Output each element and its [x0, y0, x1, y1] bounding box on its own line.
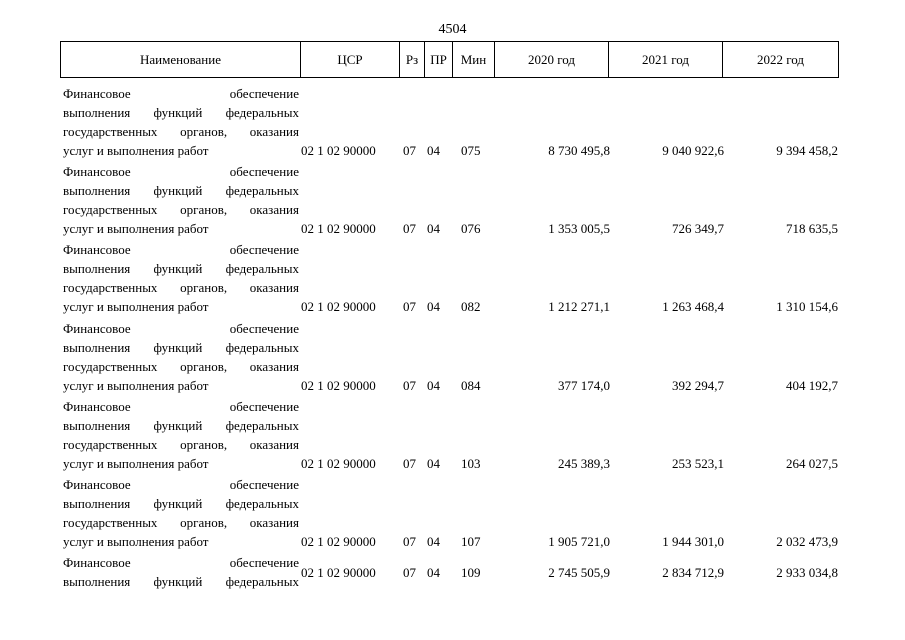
row-value-2022: 9 394 458,2 [776, 143, 838, 158]
row-name-line: услуг и выполнения работ [63, 378, 209, 393]
header-min: Мин [453, 42, 495, 78]
row-csr: 02 1 02 90000 [301, 565, 376, 580]
header-rz: Рз [400, 42, 425, 78]
row-name-line: Финансовое обеспечение [63, 477, 299, 492]
row-min: 076 [461, 221, 481, 236]
row-name-line: государственных органов, оказания [63, 515, 299, 530]
row-value-2020: 1 353 005,5 [548, 221, 610, 236]
row-name-line: выполнения функций федеральных [63, 418, 299, 433]
row-value-2022: 2 933 034,8 [776, 565, 838, 580]
header-name: Наименование [61, 42, 301, 78]
row-name-line: выполнения функций федеральных [63, 105, 299, 120]
row-name [63, 475, 299, 551]
row-value-2021: 726 349,7 [672, 221, 724, 236]
row-name [63, 319, 299, 395]
header-year-2020: 2020 год [495, 42, 609, 78]
row-rz: 07 [403, 299, 416, 314]
table-row [0, 319, 905, 397]
row-value-2022: 718 635,5 [786, 221, 838, 236]
row-name-line: государственных органов, оказания [63, 280, 299, 295]
row-name [63, 162, 299, 238]
row-value-2022: 404 192,7 [786, 378, 838, 393]
row-name-line: услуг и выполнения работ [63, 221, 209, 236]
row-value-2021: 1 263 468,4 [662, 299, 724, 314]
row-name-line: Финансовое обеспечение [63, 164, 299, 179]
row-name-line: выполнения функций федеральных [63, 496, 299, 511]
table-row [0, 553, 905, 631]
row-value-2021: 392 294,7 [672, 378, 724, 393]
row-name [63, 84, 299, 160]
row-name-line: государственных органов, оказания [63, 359, 299, 374]
row-value-2021: 9 040 922,6 [662, 143, 724, 158]
row-min: 075 [461, 143, 481, 158]
row-rz: 07 [403, 456, 416, 471]
table-row [0, 84, 905, 162]
table-row [0, 475, 905, 553]
row-name-line: государственных органов, оказания [63, 124, 299, 139]
row-value-2020: 377 174,0 [558, 378, 610, 393]
table-row [0, 397, 905, 475]
row-rz: 07 [403, 565, 416, 580]
row-value-2020: 1 905 721,0 [548, 534, 610, 549]
row-rz: 07 [403, 221, 416, 236]
row-name [63, 553, 299, 591]
row-name-line: выполнения функций федеральных [63, 340, 299, 355]
row-pr: 04 [427, 565, 440, 580]
row-csr: 02 1 02 90000 [301, 456, 376, 471]
row-name-line: выполнения функций федеральных [63, 261, 299, 276]
row-name [63, 240, 299, 316]
header-year-2021: 2021 год [609, 42, 723, 78]
header-year-2022: 2022 год [723, 42, 839, 78]
row-value-2022: 1 310 154,6 [776, 299, 838, 314]
row-min: 082 [461, 299, 481, 314]
table-row [0, 162, 905, 240]
row-min: 103 [461, 456, 481, 471]
row-rz: 07 [403, 143, 416, 158]
row-value-2021: 1 944 301,0 [662, 534, 724, 549]
row-name-line: Финансовое обеспечение [63, 555, 299, 570]
row-value-2021: 253 523,1 [672, 456, 724, 471]
row-pr: 04 [427, 299, 440, 314]
row-min: 109 [461, 565, 481, 580]
row-value-2020: 8 730 495,8 [548, 143, 610, 158]
row-name [63, 397, 299, 473]
row-name-line: государственных органов, оказания [63, 202, 299, 217]
row-value-2020: 2 745 505,9 [548, 565, 610, 580]
row-value-2020: 1 212 271,1 [548, 299, 610, 314]
table-row [0, 240, 905, 318]
row-csr: 02 1 02 90000 [301, 534, 376, 549]
row-name-line: услуг и выполнения работ [63, 456, 209, 471]
row-name-line: услуг и выполнения работ [63, 299, 209, 314]
row-name-line: выполнения функций федеральных [63, 183, 299, 198]
row-pr: 04 [427, 221, 440, 236]
row-name-line: государственных органов, оказания [63, 437, 299, 452]
row-min: 084 [461, 378, 481, 393]
row-rz: 07 [403, 534, 416, 549]
row-name-line: услуг и выполнения работ [63, 534, 209, 549]
row-rz: 07 [403, 378, 416, 393]
row-csr: 02 1 02 90000 [301, 299, 376, 314]
header-pr: ПР [425, 42, 453, 78]
row-value-2021: 2 834 712,9 [662, 565, 724, 580]
row-csr: 02 1 02 90000 [301, 221, 376, 236]
row-min: 107 [461, 534, 481, 549]
row-csr: 02 1 02 90000 [301, 378, 376, 393]
row-name-line: выполнения функций федеральных [63, 574, 299, 589]
row-name-line: Финансовое обеспечение [63, 399, 299, 414]
row-csr: 02 1 02 90000 [301, 143, 376, 158]
header-csr: ЦСР [301, 42, 400, 78]
row-value-2022: 264 027,5 [786, 456, 838, 471]
row-pr: 04 [427, 143, 440, 158]
row-name-line: Финансовое обеспечение [63, 321, 299, 336]
row-name-line: услуг и выполнения работ [63, 143, 209, 158]
table-header [60, 41, 839, 78]
page-number: 4504 [438, 22, 467, 37]
row-name-line: Финансовое обеспечение [63, 242, 299, 257]
row-value-2022: 2 032 473,9 [776, 534, 838, 549]
row-name-line: Финансовое обеспечение [63, 86, 299, 101]
row-pr: 04 [427, 456, 440, 471]
row-pr: 04 [427, 378, 440, 393]
row-pr: 04 [427, 534, 440, 549]
row-value-2020: 245 389,3 [558, 456, 610, 471]
